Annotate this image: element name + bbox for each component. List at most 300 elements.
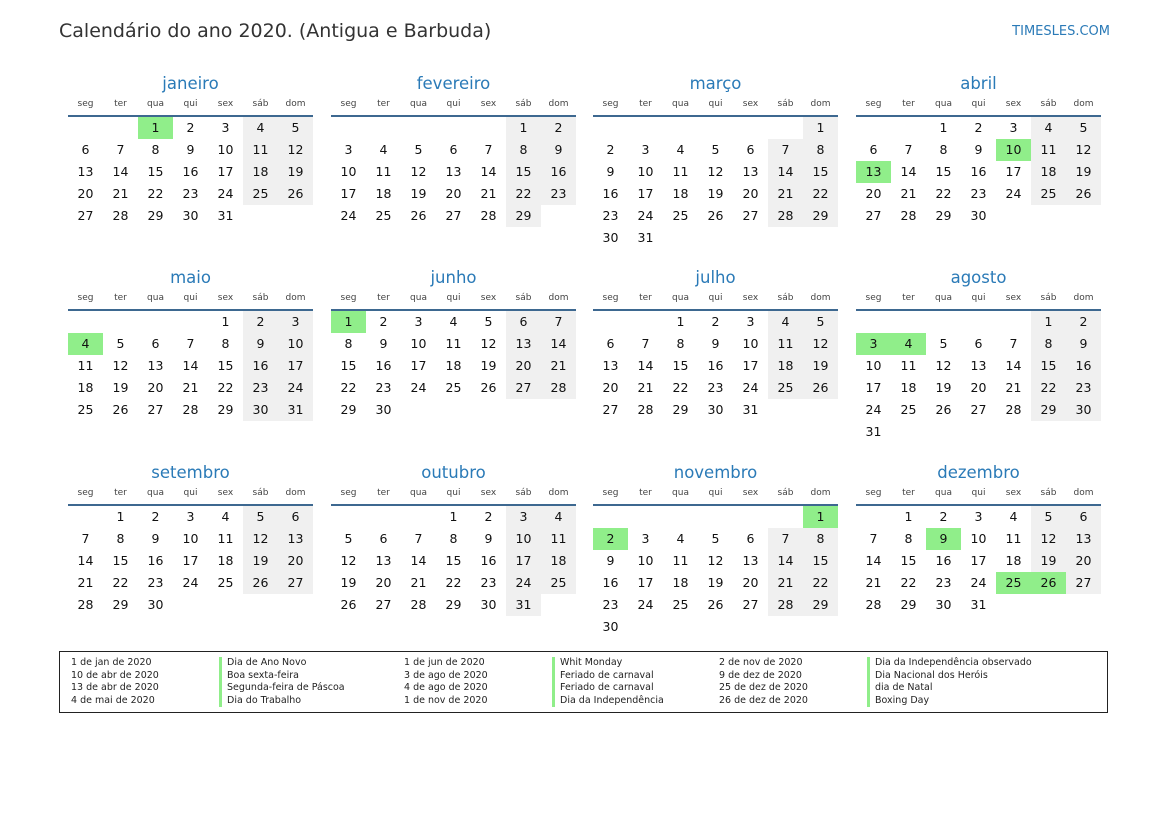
- weekday-label: sáb: [515, 99, 532, 109]
- day-cell: 23: [147, 575, 164, 590]
- day-cell: 16: [375, 358, 392, 373]
- weekday-label: sáb: [515, 293, 532, 303]
- weekday-header: [68, 98, 313, 117]
- day-grid: [593, 506, 838, 638]
- month-block: [856, 73, 1101, 227]
- weekday-label: sex: [217, 99, 234, 109]
- day-cell: 28: [77, 597, 94, 612]
- holiday-date: 25 de dez de 2020: [719, 682, 808, 693]
- month-block: [331, 462, 576, 616]
- day-cell: 19: [707, 186, 724, 201]
- day-cell: 9: [186, 142, 195, 157]
- day-cell: 20: [1066, 550, 1101, 572]
- month-name: julho: [695, 268, 736, 287]
- day-cell: 14: [1005, 358, 1022, 373]
- day-cell: 28: [1005, 402, 1022, 417]
- day-cell: 17: [637, 186, 654, 201]
- day-cell: 11: [768, 333, 803, 355]
- day-cell: 9: [711, 336, 720, 351]
- weekday-label: sex: [742, 488, 759, 498]
- weekday-label: ter: [902, 99, 915, 109]
- day-cell: 1: [449, 509, 458, 524]
- weekday-header: [593, 487, 838, 506]
- holiday-legend: [59, 651, 1108, 713]
- day-cell: 11: [900, 358, 917, 373]
- day-cell: 4: [449, 314, 458, 329]
- day-cell: 17: [506, 550, 541, 572]
- empty-cell: [663, 506, 698, 528]
- weekday-label: ter: [902, 488, 915, 498]
- day-cell: 4: [221, 509, 230, 524]
- month-block: [593, 73, 838, 249]
- day-cell: 14: [541, 333, 576, 355]
- month-name: janeiro: [162, 74, 219, 93]
- weekday-label: sáb: [515, 488, 532, 498]
- day-cell: 3: [278, 311, 313, 333]
- empty-cell: [68, 311, 103, 333]
- day-grid: [593, 311, 838, 421]
- day-cell: 4: [541, 506, 576, 528]
- day-cell: 27: [375, 597, 392, 612]
- empty-cell: [593, 506, 628, 528]
- empty-cell: [68, 117, 103, 139]
- weekday-label: ter: [114, 99, 127, 109]
- weekday-label: qua: [935, 488, 952, 498]
- day-cell: 29: [112, 597, 129, 612]
- day-cell: 8: [939, 142, 948, 157]
- day-cell: 12: [1031, 528, 1066, 550]
- day-cell: 19: [410, 186, 427, 201]
- day-cell: 28: [480, 208, 497, 223]
- day-cell: 4: [379, 142, 388, 157]
- day-cell: 3: [414, 314, 423, 329]
- day-cell: 29: [672, 402, 689, 417]
- day-cell: 12: [803, 333, 838, 355]
- weekday-header: [68, 487, 313, 506]
- day-cell: 29: [900, 597, 917, 612]
- day-cell: 28: [768, 594, 803, 616]
- day-cell: 21: [541, 355, 576, 377]
- day-cell: 31: [506, 594, 541, 616]
- day-cell: 25: [768, 377, 803, 399]
- weekday-label: ter: [114, 488, 127, 498]
- day-cell: 17: [278, 355, 313, 377]
- day-cell: 2: [1066, 311, 1101, 333]
- day-cell: 20: [742, 186, 759, 201]
- weekday-label: qua: [147, 293, 164, 303]
- day-cell: 26: [803, 377, 838, 399]
- empty-cell: [366, 506, 401, 528]
- weekday-label: ter: [114, 293, 127, 303]
- empty-cell: [593, 311, 628, 333]
- day-cell: 20: [445, 186, 462, 201]
- holiday-day-cell: 4: [68, 333, 103, 355]
- weekday-label: ter: [639, 99, 652, 109]
- day-cell: 12: [1066, 139, 1101, 161]
- day-cell: 17: [182, 553, 199, 568]
- day-cell: 2: [974, 120, 983, 135]
- day-cell: 16: [1066, 355, 1101, 377]
- weekday-header: [331, 98, 576, 117]
- day-cell: 7: [904, 142, 913, 157]
- day-cell: 30: [375, 402, 392, 417]
- weekday-label: qua: [672, 293, 689, 303]
- weekday-label: seg: [865, 293, 882, 303]
- holiday-date: 2 de nov de 2020: [719, 657, 803, 668]
- holiday-date: 1 de nov de 2020: [404, 694, 488, 706]
- day-cell: 6: [746, 531, 755, 546]
- day-cell: 6: [449, 142, 458, 157]
- weekday-label: qua: [672, 488, 689, 498]
- weekday-label: sex: [217, 488, 234, 498]
- day-cell: 27: [1066, 572, 1101, 594]
- day-cell: 15: [935, 164, 952, 179]
- day-cell: 27: [278, 572, 313, 594]
- day-cell: 1: [939, 120, 948, 135]
- day-cell: 5: [939, 336, 948, 351]
- day-cell: 20: [865, 186, 882, 201]
- day-cell: 22: [217, 380, 234, 395]
- day-cell: 10: [637, 553, 654, 568]
- day-cell: 8: [151, 142, 160, 157]
- day-cell: 26: [480, 380, 497, 395]
- day-cell: 26: [707, 597, 724, 612]
- day-cell: 21: [410, 575, 427, 590]
- empty-cell: [401, 506, 436, 528]
- day-cell: 27: [602, 402, 619, 417]
- empty-cell: [331, 506, 366, 528]
- day-cell: 10: [506, 528, 541, 550]
- day-cell: 16: [602, 575, 619, 590]
- month-block: [856, 267, 1101, 443]
- day-cell: 23: [970, 186, 987, 201]
- day-cell: 8: [803, 528, 838, 550]
- day-cell: 16: [480, 553, 497, 568]
- day-cell: 24: [865, 402, 882, 417]
- day-cell: 3: [344, 142, 353, 157]
- day-cell: 12: [707, 164, 724, 179]
- day-cell: 23: [707, 380, 724, 395]
- weekday-label: qui: [708, 99, 723, 109]
- day-grid: [856, 117, 1101, 227]
- day-cell: 6: [81, 142, 90, 157]
- weekday-label: qui: [971, 293, 986, 303]
- holiday-day-cell: 13: [856, 161, 891, 183]
- day-cell: 19: [803, 355, 838, 377]
- legend-row: [404, 657, 664, 670]
- day-cell: 5: [711, 531, 720, 546]
- weekday-label: ter: [639, 293, 652, 303]
- weekday-header: [856, 487, 1101, 506]
- day-cell: 27: [742, 208, 759, 223]
- day-cell: 15: [340, 358, 357, 373]
- weekday-label: seg: [865, 488, 882, 498]
- day-cell: 2: [606, 142, 615, 157]
- empty-cell: [768, 117, 803, 139]
- day-grid: [856, 506, 1101, 616]
- day-cell: 5: [484, 314, 493, 329]
- day-cell: 21: [768, 183, 803, 205]
- legend-row: [71, 682, 345, 695]
- day-cell: 10: [970, 531, 987, 546]
- day-cell: 8: [344, 336, 353, 351]
- weekday-label: qua: [672, 99, 689, 109]
- day-cell: 29: [445, 597, 462, 612]
- day-cell: 18: [1005, 553, 1022, 568]
- day-cell: 24: [278, 377, 313, 399]
- day-cell: 12: [480, 336, 497, 351]
- day-cell: 30: [707, 402, 724, 417]
- day-cell: 23: [480, 575, 497, 590]
- weekday-header: [593, 292, 838, 311]
- day-cell: 13: [970, 358, 987, 373]
- day-cell: 18: [672, 575, 689, 590]
- day-cell: 14: [768, 161, 803, 183]
- weekday-label: sáb: [252, 488, 269, 498]
- holiday-name: Whit Monday: [552, 657, 622, 670]
- day-cell: 30: [182, 208, 199, 223]
- day-cell: 7: [541, 311, 576, 333]
- legend-column: [719, 657, 1032, 707]
- day-cell: 15: [112, 553, 129, 568]
- site-link[interactable]: TIMESLES.COM: [1012, 24, 1110, 39]
- weekday-header: [856, 292, 1101, 311]
- weekday-label: sáb: [1040, 488, 1057, 498]
- day-cell: 26: [410, 208, 427, 223]
- holiday-name: dia de Natal: [867, 682, 933, 695]
- weekday-label: qua: [935, 293, 952, 303]
- day-cell: 5: [414, 142, 423, 157]
- day-cell: 21: [182, 380, 199, 395]
- day-cell: 25: [77, 402, 94, 417]
- weekday-label: seg: [77, 99, 94, 109]
- weekday-label: seg: [340, 488, 357, 498]
- day-cell: 8: [449, 531, 458, 546]
- day-cell: 31: [970, 597, 987, 612]
- weekday-label: sex: [742, 99, 759, 109]
- day-cell: 19: [243, 550, 278, 572]
- day-cell: 15: [803, 161, 838, 183]
- empty-cell: [733, 117, 768, 139]
- empty-cell: [733, 506, 768, 528]
- weekday-header: [593, 98, 838, 117]
- legend-row: [719, 695, 1032, 708]
- empty-cell: [401, 117, 436, 139]
- legend-row: [71, 670, 345, 683]
- weekday-label: dom: [810, 293, 831, 303]
- weekday-label: qui: [446, 488, 461, 498]
- weekday-label: qui: [183, 99, 198, 109]
- day-cell: 16: [243, 355, 278, 377]
- holiday-day-cell: 1: [138, 117, 173, 139]
- empty-cell: [103, 311, 138, 333]
- day-cell: 22: [506, 183, 541, 205]
- day-cell: 17: [637, 575, 654, 590]
- day-cell: 10: [340, 164, 357, 179]
- weekday-label: qui: [971, 488, 986, 498]
- day-cell: 19: [935, 380, 952, 395]
- weekday-label: seg: [340, 293, 357, 303]
- day-cell: 17: [865, 380, 882, 395]
- month-name: junho: [430, 268, 477, 287]
- weekday-label: ter: [639, 488, 652, 498]
- day-cell: 11: [1031, 139, 1066, 161]
- day-cell: 18: [243, 161, 278, 183]
- day-cell: 16: [147, 553, 164, 568]
- day-cell: 6: [506, 311, 541, 333]
- weekday-label: ter: [377, 293, 390, 303]
- legend-row: [71, 657, 345, 670]
- month-name: fevereiro: [416, 74, 491, 93]
- day-cell: 30: [602, 619, 619, 634]
- day-cell: 23: [182, 186, 199, 201]
- day-cell: 11: [672, 553, 689, 568]
- empty-cell: [698, 506, 733, 528]
- day-grid: [68, 311, 313, 421]
- weekday-label: dom: [1073, 99, 1094, 109]
- day-cell: 7: [116, 142, 125, 157]
- legend-row: [404, 695, 664, 708]
- day-cell: 12: [340, 553, 357, 568]
- weekday-label: qua: [935, 99, 952, 109]
- weekday-label: sáb: [252, 293, 269, 303]
- day-cell: 22: [340, 380, 357, 395]
- weekday-label: seg: [602, 488, 619, 498]
- day-cell: 21: [480, 186, 497, 201]
- month-name: outubro: [421, 463, 486, 482]
- empty-cell: [891, 117, 926, 139]
- weekday-label: ter: [902, 293, 915, 303]
- day-cell: 18: [768, 355, 803, 377]
- legend-row: [404, 682, 664, 695]
- day-cell: 8: [116, 531, 125, 546]
- day-cell: 1: [221, 314, 230, 329]
- weekday-label: qui: [183, 293, 198, 303]
- day-cell: 22: [935, 186, 952, 201]
- day-cell: 18: [541, 550, 576, 572]
- holiday-date: 1 de jun de 2020: [404, 657, 485, 668]
- weekday-label: dom: [548, 293, 569, 303]
- weekday-label: qui: [708, 293, 723, 303]
- day-cell: 26: [243, 572, 278, 594]
- day-cell: 12: [707, 553, 724, 568]
- day-cell: 26: [935, 402, 952, 417]
- day-cell: 5: [278, 117, 313, 139]
- day-cell: 26: [112, 402, 129, 417]
- day-cell: 28: [768, 205, 803, 227]
- day-cell: 28: [410, 597, 427, 612]
- day-cell: 10: [182, 531, 199, 546]
- day-cell: 1: [904, 509, 913, 524]
- month-name: dezembro: [937, 463, 1020, 482]
- day-cell: 24: [970, 575, 987, 590]
- day-cell: 8: [1031, 333, 1066, 355]
- day-cell: 11: [445, 336, 462, 351]
- day-cell: 20: [506, 355, 541, 377]
- day-cell: 21: [1005, 380, 1022, 395]
- weekday-label: dom: [548, 99, 569, 109]
- day-cell: 23: [602, 208, 619, 223]
- day-cell: 15: [506, 161, 541, 183]
- weekday-label: qui: [708, 488, 723, 498]
- holiday-day-cell: 1: [331, 311, 366, 333]
- holiday-name: Boa sexta-feira: [219, 670, 299, 683]
- day-cell: 31: [865, 424, 882, 439]
- day-cell: 8: [904, 531, 913, 546]
- weekday-label: ter: [377, 99, 390, 109]
- weekday-label: qua: [147, 488, 164, 498]
- day-cell: 3: [186, 509, 195, 524]
- day-cell: 4: [676, 142, 685, 157]
- day-cell: 4: [1031, 117, 1066, 139]
- day-cell: 12: [278, 139, 313, 161]
- holiday-day-cell: 10: [996, 139, 1031, 161]
- weekday-label: sex: [480, 488, 497, 498]
- day-cell: 20: [278, 550, 313, 572]
- day-cell: 27: [445, 208, 462, 223]
- day-cell: 2: [484, 509, 493, 524]
- day-cell: 13: [445, 164, 462, 179]
- day-cell: 13: [77, 164, 94, 179]
- day-cell: 7: [768, 139, 803, 161]
- weekday-label: dom: [810, 99, 831, 109]
- day-cell: 23: [243, 377, 278, 399]
- empty-cell: [961, 311, 996, 333]
- holiday-day-cell: 1: [803, 506, 838, 528]
- legend-column: [71, 657, 345, 707]
- day-cell: 10: [865, 358, 882, 373]
- weekday-label: sex: [480, 99, 497, 109]
- day-cell: 16: [602, 186, 619, 201]
- day-cell: 1: [676, 314, 685, 329]
- day-cell: 5: [1066, 117, 1101, 139]
- day-cell: 4: [1009, 509, 1018, 524]
- weekday-label: dom: [285, 488, 306, 498]
- weekday-label: dom: [285, 293, 306, 303]
- day-cell: 1: [116, 509, 125, 524]
- legend-row: [71, 695, 345, 708]
- day-cell: 10: [742, 336, 759, 351]
- day-cell: 4: [768, 311, 803, 333]
- day-cell: 13: [278, 528, 313, 550]
- holiday-day-cell: 26: [1031, 572, 1066, 594]
- weekday-header: [331, 487, 576, 506]
- day-cell: 2: [939, 509, 948, 524]
- day-cell: 18: [217, 553, 234, 568]
- day-cell: 14: [768, 550, 803, 572]
- day-cell: 19: [340, 575, 357, 590]
- weekday-label: qua: [410, 293, 427, 303]
- weekday-label: sáb: [1040, 293, 1057, 303]
- day-cell: 28: [865, 597, 882, 612]
- day-cell: 2: [541, 117, 576, 139]
- day-cell: 30: [602, 230, 619, 245]
- day-cell: 7: [186, 336, 195, 351]
- weekday-label: sáb: [252, 99, 269, 109]
- day-cell: 29: [217, 402, 234, 417]
- day-cell: 13: [506, 333, 541, 355]
- day-cell: 2: [379, 314, 388, 329]
- month-block: [593, 462, 838, 638]
- day-cell: 22: [672, 380, 689, 395]
- day-cell: 3: [641, 142, 650, 157]
- day-cell: 22: [1031, 377, 1066, 399]
- weekday-label: qui: [446, 293, 461, 303]
- empty-cell: [663, 117, 698, 139]
- day-cell: 27: [742, 597, 759, 612]
- month-name: abril: [960, 74, 997, 93]
- day-cell: 29: [147, 208, 164, 223]
